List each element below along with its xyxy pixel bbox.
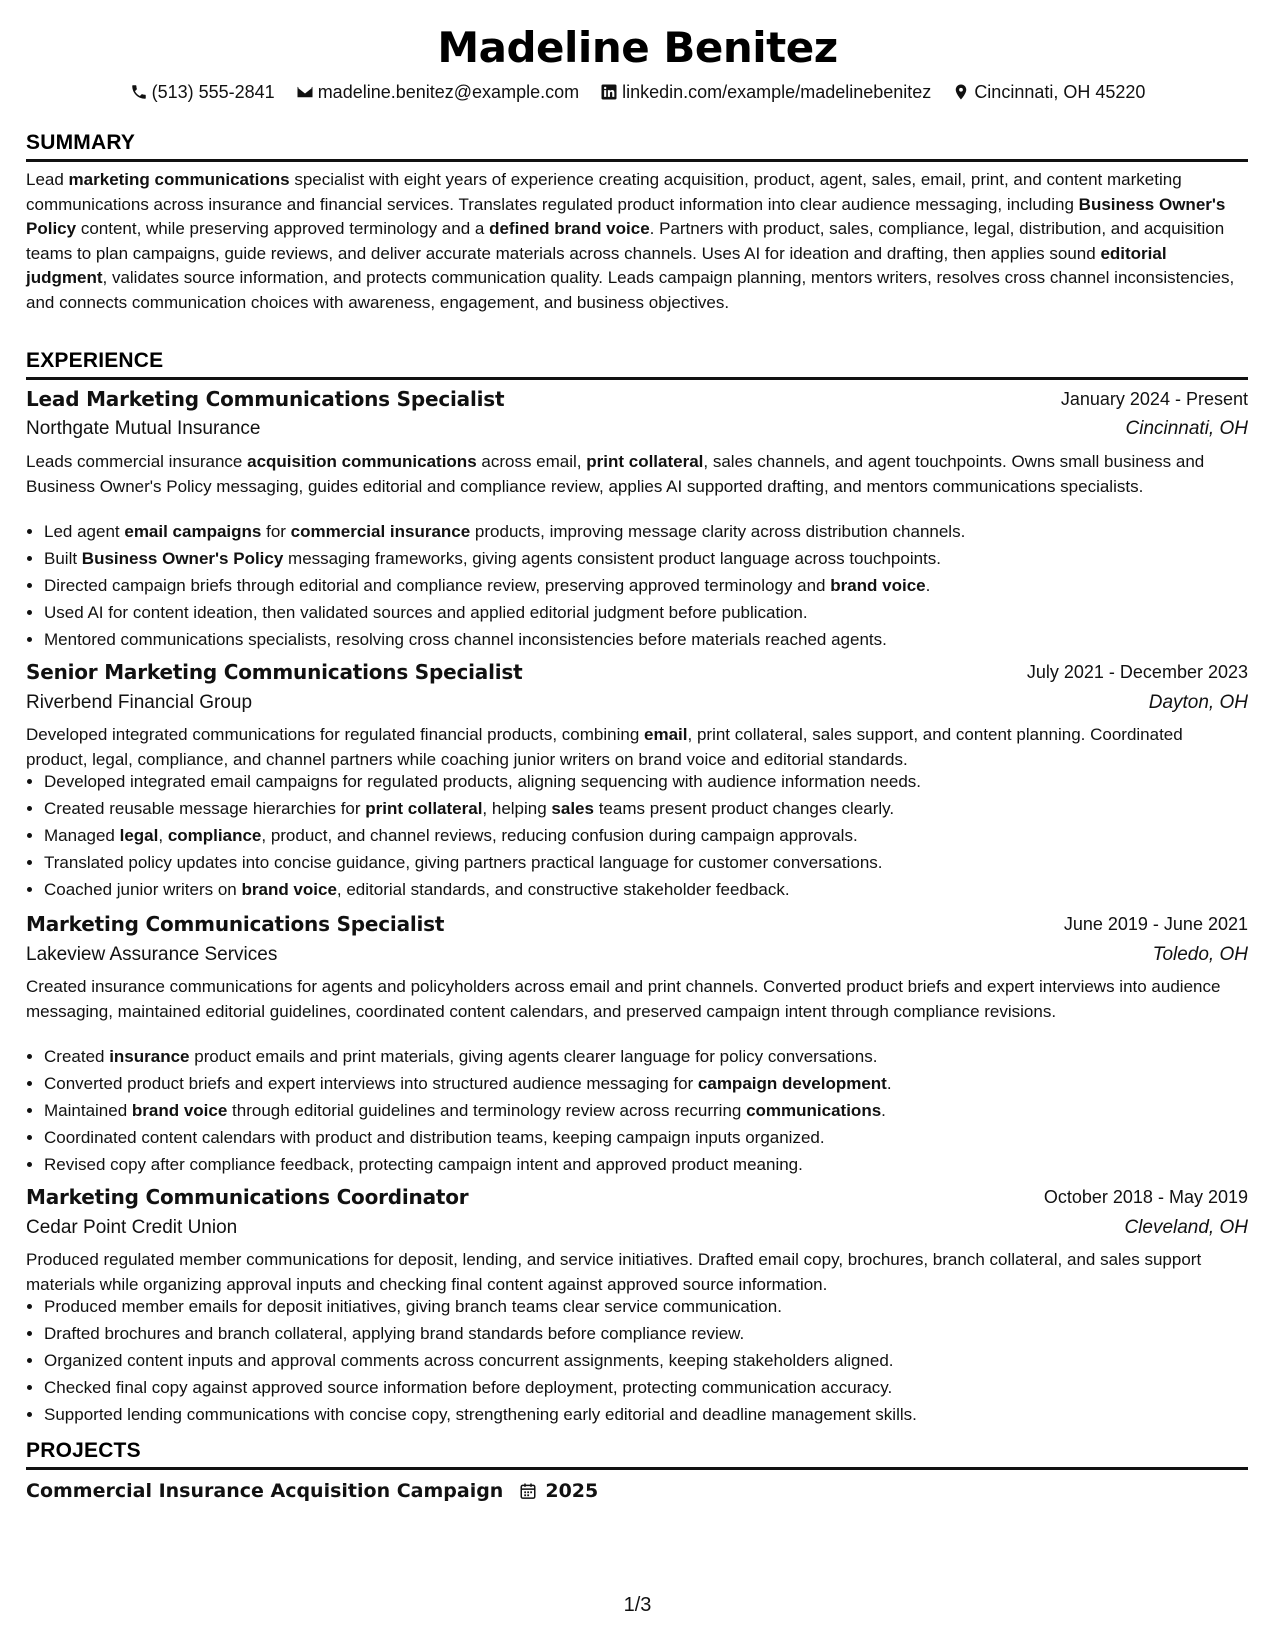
phone-icon <box>130 83 148 101</box>
experience-heading: EXPERIENCE <box>26 349 164 372</box>
bullet-item: • Translated policy updates into concise guidance, giving partners practical language for customer conversations. <box>44 849 1266 876</box>
job-title: Marketing Communications Coordinator <box>26 1185 469 1209</box>
summary-text-part: , validates source information, and protects communication quality. Leads campaign planning, mentors writers, resolves cross channel inconsistencies, and connects communication choices with awareness, engagement, and business objectives. <box>26 268 1235 312</box>
description-part: Produced regulated member communications for deposit, lending, and service initiatives. Drafted email copy, brochures, branch collateral, and sales support materials while organizing approval inputs and checking final content against approved source information. <box>26 1250 1202 1294</box>
job-description <box>26 450 1248 499</box>
job-dates: July 2021 - December 2023 <box>1026 662 1248 682</box>
summary-text-part: specialist with eight years of experience creating acquisition, product, agent, sales, email, print, and content marketing communications across insurance and financial services. Translates regulated product information into clear audience messaging, including <box>26 170 1182 214</box>
job-description <box>26 975 1248 1024</box>
project-title <box>26 1477 598 1505</box>
job-dates: January 2024 - Present <box>1060 389 1248 409</box>
description-part: across email, <box>476 452 587 471</box>
job-title: Senior Marketing Communications Specialist <box>26 660 523 684</box>
company-name: Northgate Mutual Insurance <box>26 418 261 439</box>
summary-keyword: marketing communications <box>68 170 290 189</box>
contact-location <box>952 80 1145 104</box>
projects-divider <box>26 1467 1248 1470</box>
bullet-item: • Coordinated content calendars with product and distribution teams, keeping campaign inputs organized. <box>44 1124 1266 1151</box>
company-name: Cedar Point Credit Union <box>26 1217 238 1238</box>
description-part: , sales channels, and agent touchpoints. Owns small business and Business Owner's Policy messaging, guides editorial and compliance review, applies AI supported drafting, and mentors communications specialists. <box>26 452 1205 496</box>
summary-text-part: Lead <box>26 170 69 189</box>
job-description <box>26 723 1248 772</box>
bullet-item: • Created insurance product emails and print materials, giving agents clearer language for policy conversations. <box>44 1043 1266 1070</box>
bullet-item: • Mentored communications specialists, resolving cross channel inconsistencies before materials reached agents. <box>44 626 1266 653</box>
bullet-item: • Directed campaign briefs through editorial and compliance review, preserving approved terminology and brand voice. <box>44 572 1266 599</box>
candidate-name: Madeline Benitez <box>437 23 838 72</box>
description-part: Developed integrated communications for regulated financial products, combining <box>26 725 645 744</box>
contact-bar <box>0 80 1275 107</box>
bullet-item: • Organized content inputs and approval comments across concurrent assignments, keeping stakeholders aligned. <box>44 1347 1266 1374</box>
summary-keyword: defined brand voice <box>489 219 650 238</box>
location-text: Cincinnati, OH 45220 <box>974 82 1146 102</box>
summary-text-part: content, while preserving approved terminology and a <box>76 219 490 238</box>
phone-text: (513) 555-2841 <box>151 82 275 102</box>
bullet-item: • Checked final copy against approved source information before deployment, protecting communication accuracy. <box>44 1374 1266 1401</box>
contact-phone[interactable] <box>130 80 275 104</box>
job-dates: October 2018 - May 2019 <box>1043 1187 1248 1207</box>
bullet-item: • Coached junior writers on brand voice, editorial standards, and constructive stakeholder feedback. <box>44 876 1266 903</box>
bullet-item: • Converted product briefs and expert interviews into structured audience messaging for campaign development. <box>44 1070 1266 1097</box>
job-bullets <box>26 1293 1266 1428</box>
summary-divider <box>26 159 1248 162</box>
contact-email[interactable] <box>296 80 579 104</box>
bullet-item: • Drafted brochures and branch collateral, applying brand standards before compliance review. <box>44 1320 1266 1347</box>
contact-linkedin[interactable] <box>600 80 931 104</box>
email-text: madeline.benitez@example.com <box>317 82 580 102</box>
company-name: Lakeview Assurance Services <box>26 944 278 965</box>
job-bullets <box>26 768 1266 903</box>
summary-keyword: editorial judgment <box>26 243 1167 287</box>
job-dates: June 2019 - June 2021 <box>1063 914 1248 934</box>
bullet-item: • Managed legal, compliance, product, and channel reviews, reducing confusion during campaign approvals. <box>44 822 1266 849</box>
description-keyword: acquisition communications <box>247 452 477 471</box>
bullet-item: • Built Business Owner's Policy messaging frameworks, giving agents consistent product language across touchpoints. <box>44 545 1266 572</box>
summary-keyword: Business Owner's Policy <box>26 194 1226 238</box>
envelope-icon <box>296 83 314 101</box>
job-description <box>26 1248 1248 1297</box>
job-location: Cincinnati, OH <box>1125 418 1248 439</box>
description-part: Created insurance communications for agents and policyholders across email and print channels. Converted product briefs and expert interviews into audience messaging, maintained editorial guidelines, coordinated content calendars, and preserved campaign intent through compliance revisions. <box>26 977 1221 1021</box>
job-bullets <box>26 1043 1266 1178</box>
summary-text-part: . Partners with product, sales, compliance, legal, distribution, and acquisition teams to plan campaigns, guide reviews, and deliver accurate materials across channels. Uses AI for ideation and drafting, then applies sound <box>26 219 1225 263</box>
bullet-item: • Supported lending communications with concise copy, strengthening early editorial and deadline management skills. <box>44 1401 1266 1428</box>
job-title: Marketing Communications Specialist <box>26 912 445 936</box>
job-bullets <box>26 518 1266 653</box>
description-keyword: print collateral <box>586 452 704 471</box>
page-number: 1/3 <box>623 1594 652 1616</box>
bullet-item: • Maintained brand voice through editorial guidelines and terminology review across recurring communications. <box>44 1097 1266 1124</box>
job-title: Lead Marketing Communications Specialist <box>26 387 505 411</box>
description-part: , print collateral, sales support, and content planning. Coordinated product, legal, compliance, and channel partners while coaching junior writers on brand voice and editorial standards. <box>26 725 1183 769</box>
bullet-item: • Produced member emails for deposit initiatives, giving branch teams clear service communication. <box>44 1293 1266 1320</box>
job-location: Cleveland, OH <box>1124 1217 1248 1238</box>
linkedin-icon <box>600 83 618 101</box>
description-keyword: email <box>644 725 688 744</box>
bullet-item: • Used AI for content ideation, then validated sources and applied editorial judgment before publication. <box>44 599 1266 626</box>
summary-text <box>26 168 1248 315</box>
job-location: Toledo, OH <box>1152 944 1248 965</box>
job-location: Dayton, OH <box>1148 692 1248 713</box>
bullet-item: • Created reusable message hierarchies for print collateral, helping sales teams present product changes clearly. <box>44 795 1266 822</box>
projects-heading: PROJECTS <box>26 1439 141 1462</box>
project-name: Commercial Insurance Acquisition Campaign <box>26 1480 504 1502</box>
description-part: Leads commercial insurance <box>26 452 248 471</box>
map-pin-icon <box>952 83 970 101</box>
company-name: Riverbend Financial Group <box>26 692 253 713</box>
linkedin-text: linkedin.com/example/madelinebenitez <box>622 82 932 102</box>
calendar-icon <box>519 1482 537 1500</box>
bullet-item: • Developed integrated email campaigns for regulated products, aligning sequencing with audience information needs. <box>44 768 1266 795</box>
project-year: 2025 <box>545 1480 599 1502</box>
bullet-item: • Revised copy after compliance feedback, protecting campaign intent and approved product meaning. <box>44 1151 1266 1178</box>
summary-heading: SUMMARY <box>26 131 136 154</box>
bullet-item: • Led agent email campaigns for commercial insurance products, improving message clarity across distribution channels. <box>44 518 1266 545</box>
experience-divider <box>26 377 1248 380</box>
